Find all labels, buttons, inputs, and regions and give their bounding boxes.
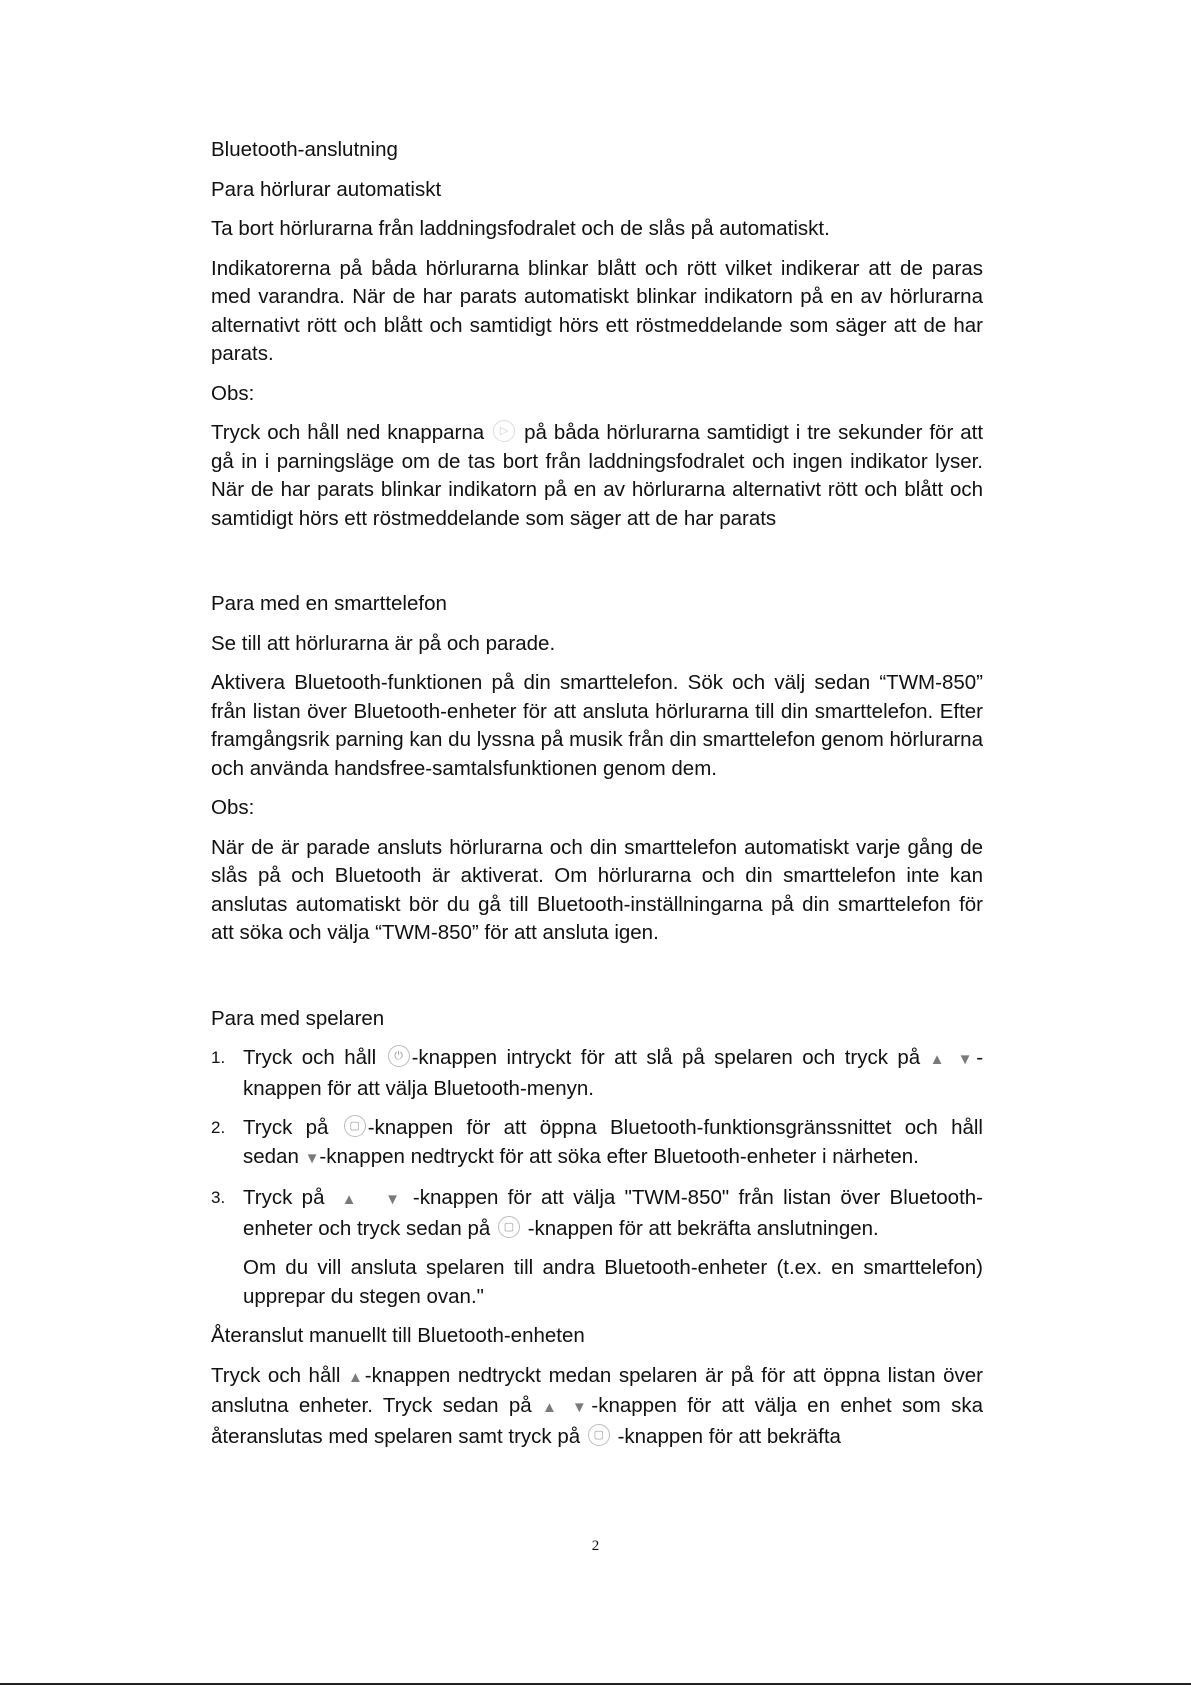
- smartphone-paragraph-3: När de är parade ansluts hörlurarna och din smarttelefon automatiskt varje gång de slås på och Bluetooth är aktiverat. Om hörlurarna och din smarttelefon inte kan anslutas automatiskt bör du gå till Bluetooth-inställningarna på din smarttelefon för att söka och välja “TWM-850” för att ansluta igen.: [211, 835, 983, 944]
- step-2-text-c: -knappen nedtryckt för att söka efter Bluetooth-enheter i närheten.: [319, 1144, 919, 1168]
- step-1-text-b: -knappen intryckt för att slå på spelaren och tryck på: [411, 1046, 921, 1069]
- auto-pair-paragraph-2: Indikatorerna på båda hörlurarna blinkar blått och rött vilket indikerar att de paras med varandra. När de har parats automatiskt blinkar indikatorn på en av hörlurarna alternativt rött och blått och samtidigt hörs ett röstmeddelande som säger att de har parats.: [211, 256, 983, 365]
- ok-button-icon: ▢: [588, 1424, 610, 1446]
- step-3-text-a: Tryck på: [243, 1186, 325, 1209]
- auto-pair-heading: Para hörlurar automatiskt: [211, 177, 442, 201]
- down-arrow-icon: ▼: [304, 1149, 320, 1167]
- obs-label-1: Obs:: [211, 381, 255, 405]
- bluetooth-heading: Bluetooth-anslutning: [211, 138, 398, 161]
- step-1-text-a: Tryck och håll: [243, 1046, 377, 1069]
- smartphone-paragraph-2: Aktivera Bluetooth-funktionen på din smarttelefon. Sök och välj sedan “TWM-850” från listan över Bluetooth-enheter för att ansluta hörlurarna till din smarttelefon. Efter framgångsrik parning kan du lyssna på musik från din smarttelefon genom hörlurarna och använda handsfree-samtalsfunktionen genom dem.: [211, 671, 983, 780]
- smartphone-paragraph-1: Se till att hörlurarna är på och parade.: [211, 631, 556, 655]
- step-3-text-c: -knappen för att bekräfta anslutningen.: [527, 1216, 879, 1240]
- auto-pair-paragraph-1: Ta bort hörlurarna från laddningsfodralet och de slås på automatiskt.: [211, 217, 830, 240]
- step-number: 3.: [211, 1188, 226, 1207]
- reconnect-text-d: -knappen för att bekräfta: [617, 1424, 841, 1448]
- step-1-text-c: -knappen för att välja Bluetooth-menyn.: [243, 1046, 984, 1100]
- player-note: Om du vill ansluta spelaren till andra Bluetooth-enheter (t.ex. en smarttelefon) upprepar du stegen ovan.": [243, 1256, 983, 1308]
- player-steps-list: [211, 1044, 983, 1243]
- step-2-text-b: -knappen för att öppna Bluetooth-funktionsgränssnittet och håll sedan: [243, 1116, 983, 1168]
- play-icon: ▷: [493, 420, 515, 442]
- up-arrow-icon: ▲: [348, 1368, 365, 1386]
- reconnect-text-b: -knappen nedtryckt medan spelaren är på för att öppna listan över anslutna enheter. Tryck sedan på: [211, 1363, 983, 1417]
- step-number: 1.: [211, 1048, 226, 1067]
- reconnect-text-c: -knappen för att välja en enhet som ska återanslutas med spelaren samt tryck på: [211, 1394, 983, 1448]
- page-number: 2: [591, 1538, 600, 1554]
- smartphone-heading: Para med en smarttelefon: [211, 592, 447, 615]
- up-arrow-icon: ▲: [333, 1191, 376, 1208]
- player-step-3: [211, 1184, 983, 1243]
- step-number: 2.: [211, 1118, 226, 1137]
- reconnect-text-a: Tryck och håll: [211, 1363, 341, 1387]
- ok-button-icon: ▢: [498, 1216, 520, 1238]
- page-content: [211, 136, 983, 1462]
- down-arrow-icon: ▼: [957, 1051, 977, 1068]
- ok-button-icon: ▢: [344, 1115, 366, 1137]
- obs-paragraph-1: [211, 419, 983, 533]
- section-gap: [211, 544, 983, 590]
- step-3-text-b: -knappen för att välja "TWM-850" från listan över Bluetooth-enheter och tryck sedan på: [243, 1186, 983, 1240]
- up-arrow-icon: ▲: [542, 1399, 562, 1416]
- step-2-text-a: Tryck på: [243, 1116, 329, 1139]
- down-arrow-icon: ▼: [571, 1399, 592, 1416]
- reconnect-heading: Återanslut manuellt till Bluetooth-enheten: [211, 1324, 585, 1347]
- section-gap: [211, 959, 983, 1005]
- player-heading: Para med spelaren: [211, 1006, 385, 1030]
- down-arrow-icon: ▼: [385, 1191, 404, 1208]
- player-step-2: [211, 1114, 983, 1173]
- power-icon: ⏻: [388, 1045, 410, 1067]
- obs-label-2: Obs:: [211, 796, 255, 819]
- obs1-text-pre: Tryck och håll ned knapparna: [211, 421, 485, 444]
- up-arrow-icon: ▲: [929, 1051, 949, 1068]
- obs1-text-post: på båda hörlurarna samtidigt i tre sekunder för att gå in i parningsläge om de tas bort från laddningsfodralet och ingen indikator lyser. När de har parats blinkar indikatorn på en av hörlurarna alternativt rött och blått och samtidigt hörs ett röstmeddelande som säger att de har parats: [211, 421, 984, 530]
- player-step-1: [211, 1044, 983, 1103]
- reconnect-paragraph: [211, 1362, 983, 1452]
